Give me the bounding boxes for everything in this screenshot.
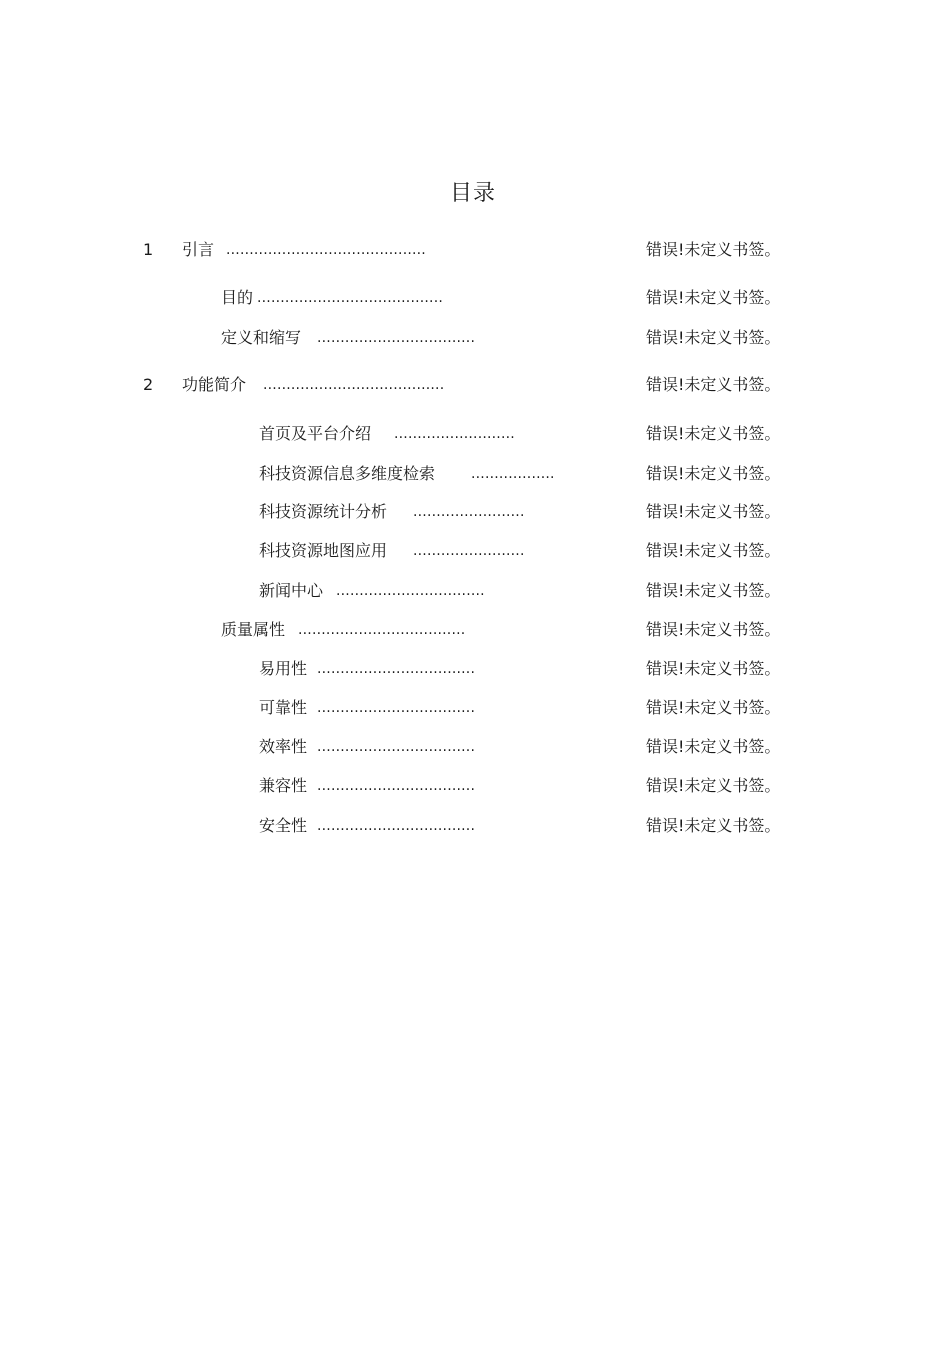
toc-entry-label: 安全性 <box>259 816 308 835</box>
toc-entry-news[interactable] <box>0 579 950 603</box>
toc-entry-compatibility[interactable] <box>0 774 950 798</box>
toc-entry-usability[interactable] <box>0 657 950 681</box>
toc-entry-page: 错误!未定义书签。 <box>646 581 781 600</box>
toc-entry-security[interactable] <box>0 814 950 838</box>
toc-entry-statistics[interactable] <box>0 500 950 524</box>
toc-entry-label: 目的 <box>221 288 254 307</box>
toc-entry-reliability[interactable] <box>0 696 950 720</box>
toc-entry-label: 科技资源地图应用 <box>259 541 388 560</box>
toc-entry-label: 科技资源信息多维度检索 <box>259 464 436 483</box>
toc-entry-page: 错误!未定义书签。 <box>646 328 781 347</box>
toc-entry-quality[interactable] <box>0 618 950 642</box>
toc-entry-page: 错误!未定义书签。 <box>646 375 781 394</box>
toc-entry-label: 易用性 <box>259 659 308 678</box>
toc-entry-number: 2 <box>143 375 154 394</box>
toc-entry-intro[interactable] <box>0 238 950 262</box>
toc-entry-label: 科技资源统计分析 <box>259 502 388 521</box>
toc-entry-page: 错误!未定义书签。 <box>646 464 781 483</box>
toc-entry-leader: .................................. <box>317 778 476 794</box>
toc-entry-definitions[interactable] <box>0 326 950 350</box>
toc-entry-label: 功能简介 <box>182 375 247 394</box>
toc-entry-leader: .................................. <box>317 818 476 834</box>
toc-entry-label: 质量属性 <box>221 620 286 639</box>
toc-entry-page: 错误!未定义书签。 <box>646 502 781 521</box>
toc-entry-label: 可靠性 <box>259 698 308 717</box>
toc-entry-leader: ................................ <box>336 583 485 599</box>
toc-entry-efficiency[interactable] <box>0 735 950 759</box>
toc-entry-page: 错误!未定义书签。 <box>646 541 781 560</box>
toc-entry-leader: .......................... <box>394 426 515 442</box>
toc-entry-page: 错误!未定义书签。 <box>646 659 781 678</box>
toc-entry-page: 错误!未定义书签。 <box>646 698 781 717</box>
toc-entry-label: 首页及平台介绍 <box>259 424 372 443</box>
toc-entry-leader: .................................. <box>317 700 476 716</box>
toc-entry-page: 错误!未定义书签。 <box>646 620 781 639</box>
toc-entry-purpose[interactable] <box>0 286 950 310</box>
toc-entry-page: 错误!未定义书签。 <box>646 424 781 443</box>
toc-entry-leader: .................................... <box>298 622 466 638</box>
toc-entry-map[interactable] <box>0 539 950 563</box>
toc-entry-page: 错误!未定义书签。 <box>646 776 781 795</box>
toc-entry-leader: ........................ <box>413 543 525 559</box>
toc-entry-label: 引言 <box>182 240 215 259</box>
toc-entry-label: 兼容性 <box>259 776 308 795</box>
toc-entry-leader: ........................ <box>413 504 525 520</box>
toc-entry-leader: ........................................... <box>226 242 426 258</box>
toc-entry-label: 定义和缩写 <box>221 328 302 347</box>
toc-entry-page: 错误!未定义书签。 <box>646 816 781 835</box>
toc-entry-search[interactable] <box>0 462 950 486</box>
toc-entry-leader: .................................. <box>317 330 476 346</box>
toc-entry-page: 错误!未定义书签。 <box>646 240 781 259</box>
toc-entry-page: 错误!未定义书签。 <box>646 737 781 756</box>
toc-entry-label: 新闻中心 <box>259 581 324 600</box>
toc-entry-label: 效率性 <box>259 737 308 756</box>
toc-entry-leader: ........................................ <box>257 290 444 306</box>
toc-entry-leader: ....................................... <box>263 377 445 393</box>
toc-entry-leader: .................. <box>471 466 555 482</box>
toc-entry-leader: .................................. <box>317 739 476 755</box>
toc-title: 目录 <box>449 181 496 206</box>
toc-entry-leader: .................................. <box>317 661 476 677</box>
toc-entry-page: 错误!未定义书签。 <box>646 288 781 307</box>
toc-entry-number: 1 <box>143 240 154 259</box>
toc-entry-homepage[interactable] <box>0 422 950 446</box>
toc-entry-features[interactable] <box>0 373 950 397</box>
